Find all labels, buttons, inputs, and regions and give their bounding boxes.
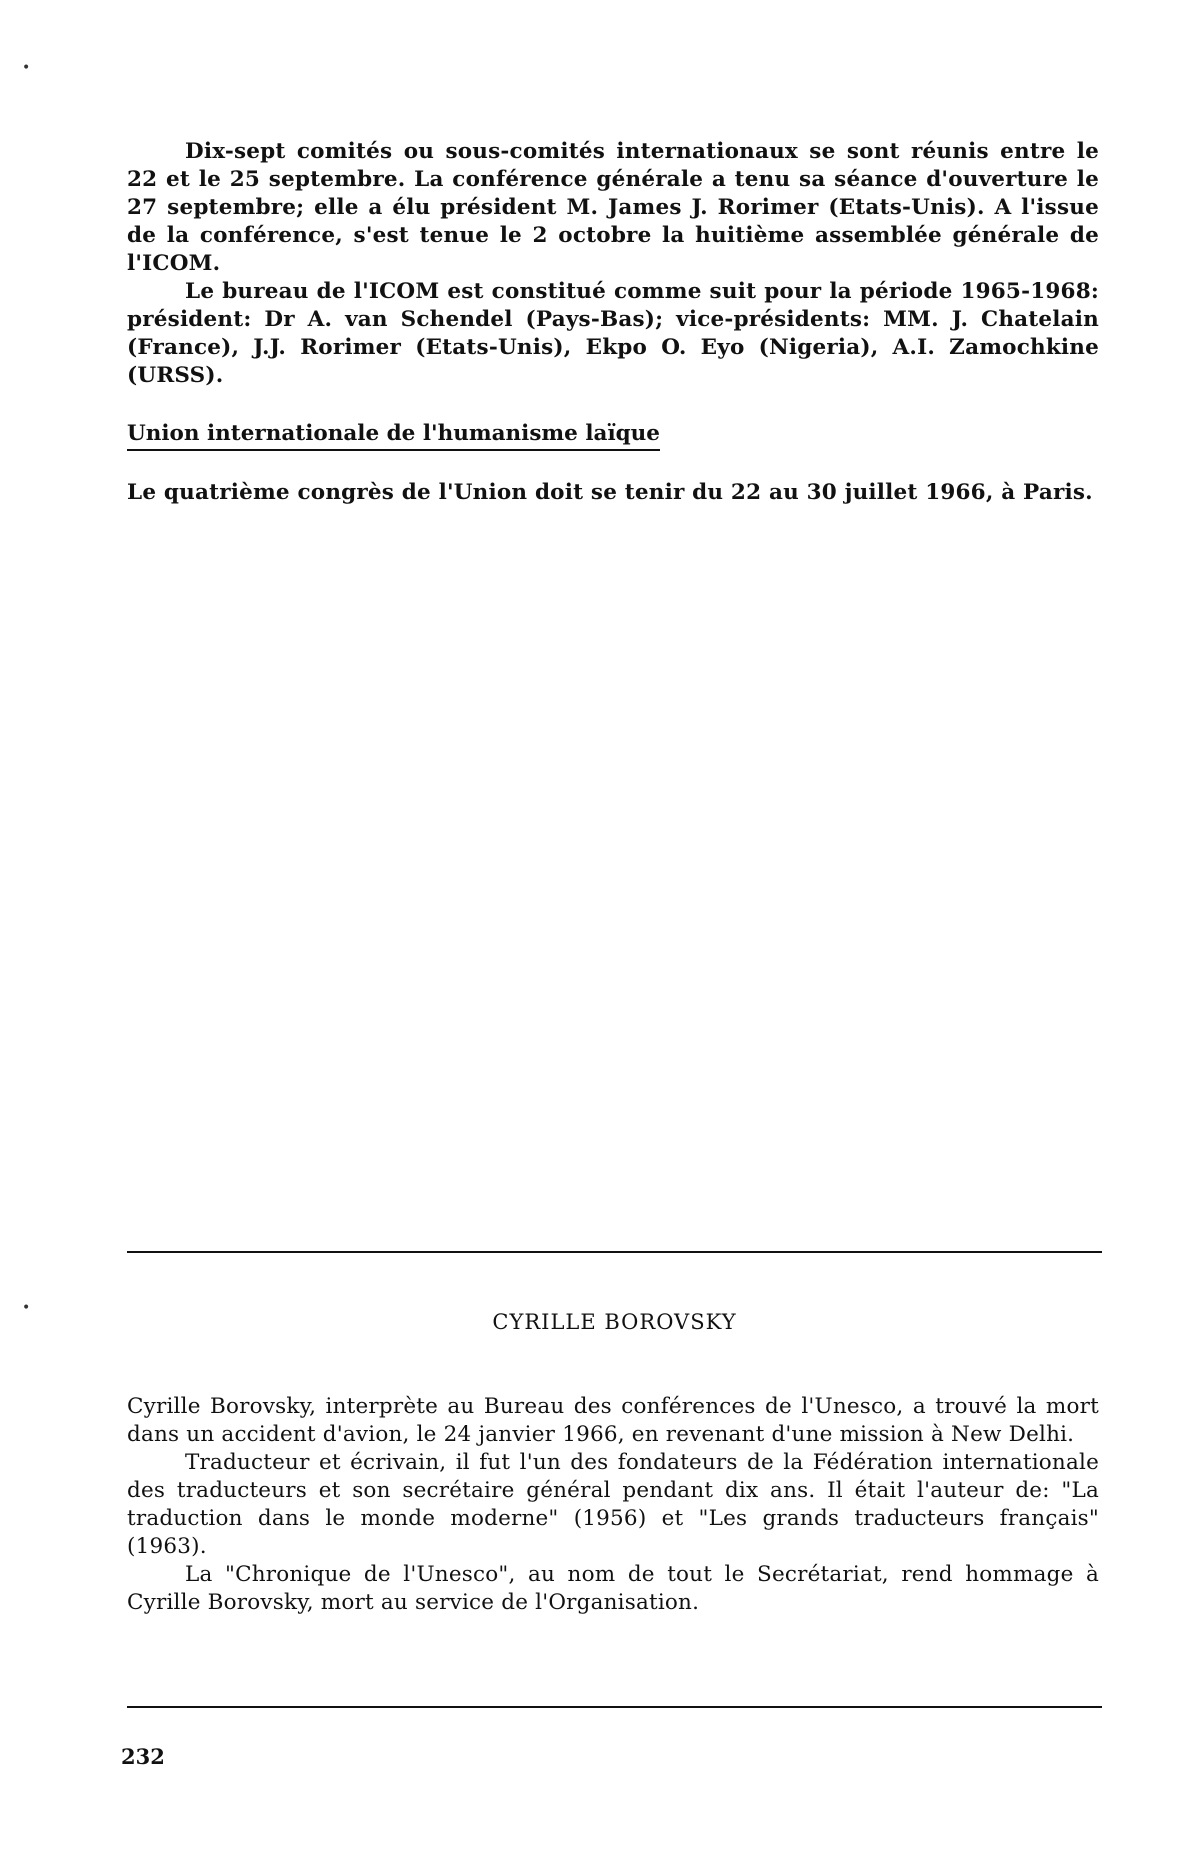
icom-section [127, 138, 1099, 390]
section-heading: Union internationale de l'humanisme laïque [127, 420, 660, 451]
obituary-paragraph-2: Traducteur et écrivain, il fut l'un des fondateurs de la Fédération internationale des traducteurs et son secrétaire général pendant dix ans. Il était l'auteur de: "La traduction dans le monde moderne" (1956) et "Les grands traducteurs français" (1963). [127, 1450, 1099, 1559]
obituary-section [127, 1393, 1099, 1617]
scan-mark: • [22, 1300, 31, 1316]
obituary-paragraph-3: La "Chronique de l'Unesco", au nom de tout le Secrétariat, rend hommage à Cyrille Borovsky, mort au service de l'Organisation. [127, 1562, 1099, 1615]
bottom-divider [127, 1706, 1102, 1708]
humanisme-section [127, 479, 1099, 507]
top-divider [127, 1251, 1102, 1253]
humanisme-paragraph: Le quatrième congrès de l'Union doit se tenir du 22 au 30 juillet 1966, à Paris. [127, 480, 1093, 505]
scan-mark: • [22, 60, 31, 76]
obituary-title: CYRILLE BOROVSKY [492, 1310, 737, 1334]
icom-paragraph-2: Le bureau de l'ICOM est constitué comme suit pour la période 1965-1968: président: Dr A. van Schendel (Pays-Bas); vice-présidents: MM. J. Chatelain (France), J.J. Rorimer (Etats-Unis), Ekpo O. Eyo (Nigeria), A.I. Zamochkine (URSS). [127, 279, 1099, 388]
obituary-paragraph-1: Cyrille Borovsky, interprète au Bureau des conférences de l'Unesco, a trouvé la mort dans un accident d'avion, le 24 janvier 1966, en revenant d'une mission à New Delhi. [127, 1394, 1099, 1447]
icom-paragraph-1: Dix-sept comités ou sous-comités internationaux se sont réunis entre le 22 et le 25 septembre. La conférence générale a tenu sa séance d'ouverture le 27 septembre; elle a élu président M. James J. Rorimer (Etats-Unis). A l'issue de la conférence, s'est tenue le 2 octobre la huitième assemblée générale de l'ICOM. [127, 139, 1099, 276]
page-number: 232 [121, 1744, 165, 1769]
